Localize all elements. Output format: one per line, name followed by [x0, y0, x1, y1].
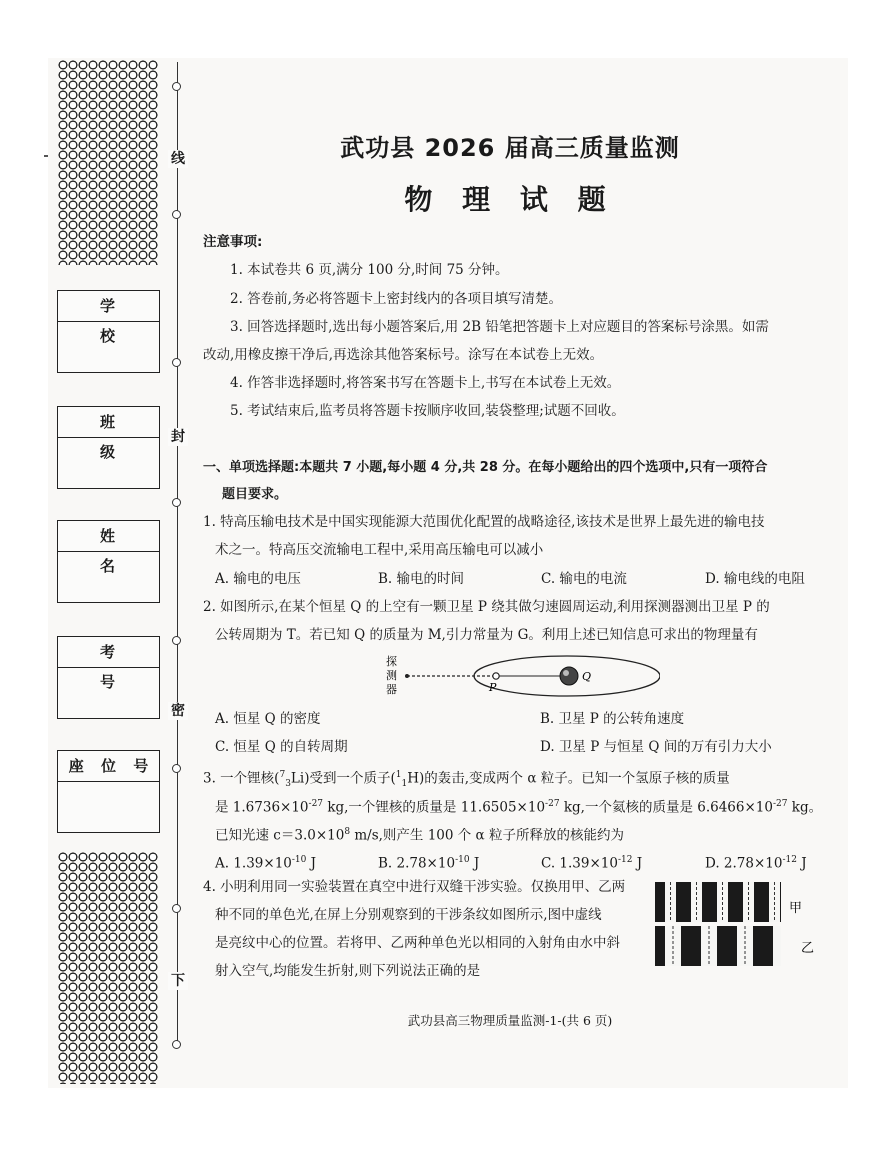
q3-option-c: C. $1.39\times 10^{-12}$ J [541, 855, 643, 872]
seat-number-box[interactable] [57, 750, 160, 833]
detector-label-2: 测 [386, 669, 397, 682]
note-item: 1. 本试卷共 6 页,满分 100 分,时间 75 分钟。 [230, 262, 509, 278]
secret-label: 密 [168, 702, 188, 720]
note-item: 2. 答卷前,务必将答题卡上密封线内的各项目填写清楚。 [230, 291, 562, 307]
class-label: 班 级 [58, 407, 159, 438]
exam-number-label: 考 号 [58, 637, 159, 668]
section-heading: 一、单项选择题:本题共 7 小题,每小题 4 分,共 28 分。在每小题给出的四个选项中,只有一项符合 [203, 460, 768, 475]
fringe-figure [655, 880, 825, 975]
detector-label-1: 探 [386, 655, 397, 668]
seat-number-label: 座 位 号 [58, 751, 159, 782]
fringe-label-b: 乙 [801, 941, 815, 956]
binding-dot [172, 498, 181, 507]
note-item: 5. 考试结束后,监考员将答题卡按顺序收回,装袋整理;试题不回收。 [230, 403, 625, 419]
page-footer: 武功县高三物理质量监测-1-(共 6 页) [407, 1013, 613, 1028]
line-label: 线 [168, 150, 188, 168]
subject-title: 物 理 试 题 [404, 183, 616, 216]
satellite-p-icon [493, 673, 499, 679]
binding-dot [172, 636, 181, 645]
binding-dot [172, 1040, 181, 1049]
question-4-text: 种不同的单色光,在屏上分别观察到的干涉条纹如图所示,图中虚线 [215, 907, 602, 923]
label-p: P [489, 681, 497, 694]
star-q-icon [560, 667, 578, 685]
school-box[interactable] [57, 290, 167, 373]
q2-option-d: D. 卫星 P 与恒星 Q 间的万有引力大小 [540, 739, 772, 755]
dot-pattern-top [58, 60, 158, 265]
q1-option-d: D. 输电线的电阻 [705, 571, 805, 587]
detector-point [405, 674, 409, 678]
margin-tick [44, 155, 48, 157]
detector-label-3: 器 [386, 683, 397, 696]
q1-option-a: A. 输电的电压 [215, 571, 301, 587]
school-label: 学 校 [58, 291, 159, 322]
question-3-text: 是 $1.6736\times 10^{-27}$ kg,一个锂核的质量是 $11.6505\times 10^{-27}$ kg,一个氦核的质量是 $6.6466\times 10^{-27}$ kg。 [215, 799, 823, 816]
seal-label: 封 [168, 428, 188, 446]
q2-option-a: A. 恒星 Q 的密度 [215, 711, 321, 727]
q3-option-b: B. $2.78\times 10^{-10}$ J [378, 855, 480, 872]
binding-dot [172, 82, 181, 91]
binding-dot [172, 210, 181, 219]
question-2-text: 2. 如图所示,在某个恒星 Q 的上空有一颗卫星 P 绕其做匀速圆周运动,利用探测器测出卫星 P 的 [203, 599, 770, 615]
q1-option-b: B. 输电的时间 [378, 571, 465, 587]
question-4-text: 射入空气,均能发生折射,则下列说法正确的是 [215, 963, 481, 979]
question-3-text: 3. 一个锂核($^7_3$Li)受到一个质子($^1_1$H)的轰击,变成两个 α 粒子。已知一个氢原子核的质量 [203, 770, 730, 790]
note-item: 4. 作答非选择题时,将答案书写在答题卡上,书写在本试卷上无效。 [230, 375, 621, 391]
question-3-text: 已知光速 $c=3.0\times 10^8$ m/s,则产生 100 个 α 粒子所释放的核能约为 [215, 827, 624, 844]
q1-option-c: C. 输电的电流 [541, 571, 627, 587]
q3-option-a: A. $1.39\times 10^{-10}$ J [215, 855, 317, 872]
question-2-text: 公转周期为 T。若已知 Q 的质量为 M,引力常量为 G。利用上述已知信息可求出的物理量有 [215, 627, 758, 643]
q3-option-d: D. $2.78\times 10^{-12}$ J [705, 855, 807, 872]
binding-dot [172, 358, 181, 367]
star-q-highlight [563, 670, 569, 676]
binding-dot [172, 904, 181, 913]
fringe-pattern-b [655, 926, 781, 966]
note-item: 3. 回答选择题时,选出每小题答案后,用 2B 铅笔把答题卡上对应题目的答案标号涂黑。如需 [230, 319, 769, 335]
section-heading-cont: 题目要求。 [222, 487, 288, 502]
q2-option-c: C. 恒星 Q 的自转周期 [215, 739, 348, 755]
label-q: Q [582, 670, 592, 683]
question-1-text: 术之一。特高压交流输电工程中,采用高压输电可以减小 [215, 542, 544, 558]
notes-heading: 注意事项: [203, 234, 263, 250]
question-4-text: 是亮纹中心的位置。若将甲、乙两种单色光以相同的入射角由水中斜 [215, 935, 620, 951]
orbit-figure [380, 650, 660, 710]
bottom-label: 下 [168, 972, 188, 990]
q2-option-b: B. 卫星 P 的公转角速度 [540, 711, 685, 727]
seat-number-blank[interactable] [58, 782, 159, 832]
question-1-text: 1. 特高压输电技术是中国实现能源大范围优化配置的战略途径,该技术是世界上最先进的输电技 [203, 514, 765, 530]
dot-pattern-bottom [58, 852, 158, 1084]
binding-dot [172, 764, 181, 773]
exam-title: 武功县 2026 届高三质量监测 [340, 134, 680, 162]
name-label: 姓 名 [58, 521, 159, 552]
question-4-text: 4. 小明利用同一实验装置在真空中进行双缝干涉实验。仅换用甲、乙两 [203, 879, 626, 895]
exam-number-box[interactable] [57, 636, 167, 719]
fringe-pattern-a [655, 882, 781, 922]
name-box[interactable] [57, 520, 167, 603]
class-box[interactable] [57, 406, 167, 489]
fringe-label-a: 甲 [789, 901, 803, 916]
note-item: 改动,用橡皮擦干净后,再选涂其他答案标号。涂写在本试卷上无效。 [203, 347, 604, 363]
